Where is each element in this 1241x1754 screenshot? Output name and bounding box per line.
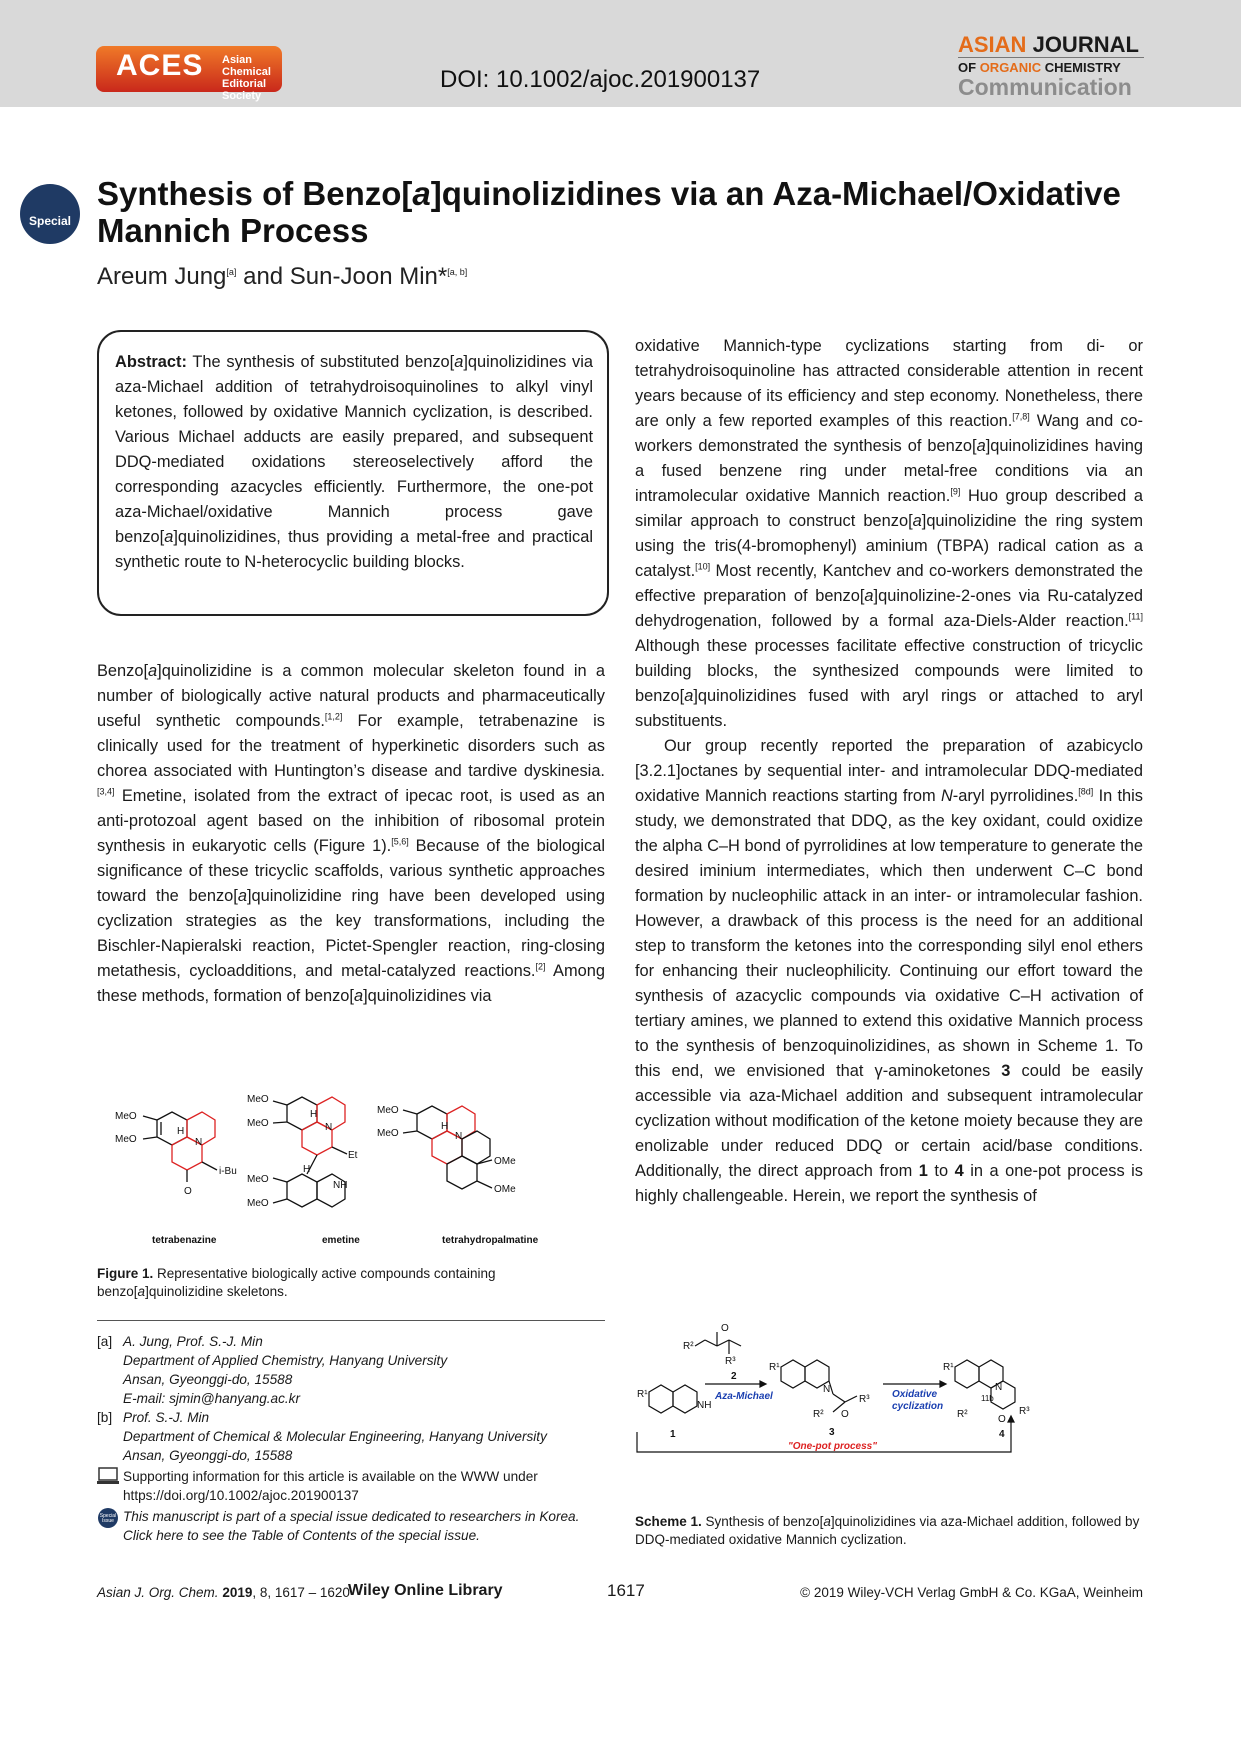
r3-label: R³: [1019, 1406, 1030, 1417]
n-label: N: [823, 1384, 831, 1395]
reagent-2-bond: [729, 1340, 741, 1346]
page-number: 1617: [607, 1581, 645, 1600]
compound-3-bond: [845, 1396, 857, 1402]
oxidative-label: Oxidative: [892, 1389, 938, 1400]
reagent-2-bond: [695, 1340, 705, 1346]
ibu-label: i-Bu: [219, 1166, 237, 1177]
one-pot-label: "One-pot process": [788, 1441, 877, 1452]
copyright: © 2019 Wiley-VCH Verlag GmbH & Co. KGaA, Weinheim: [800, 1585, 1143, 1600]
special-issue-badge[interactable]: Special Issue: [20, 184, 80, 244]
r3-label: R³: [859, 1394, 870, 1405]
journal-logo[interactable]: ASIAN JOURNAL OF ORGANIC CHEMISTRY Communication: [958, 33, 1144, 99]
ome-label: OMe: [494, 1156, 516, 1167]
author-list: Areum Jung[a] and Sun-Joon Min*[a, b]: [97, 263, 468, 290]
meo-label: MeO: [377, 1105, 399, 1116]
citation: Asian J. Org. Chem. 2019, 8, 1617 – 1620: [97, 1585, 350, 1600]
one-pot-arrow-head: [1008, 1416, 1014, 1422]
figure-1-structures: [97, 1082, 605, 1262]
compound-label-2: 2: [731, 1371, 737, 1382]
compound-label-emetine: emetine: [322, 1235, 360, 1246]
scheme-1-caption: Scheme 1. Synthesis of benzo[a]quinolizidines via aza-Michael addition, followed by DDQ-mediated oxidative Mannich cyclization.: [635, 1514, 1140, 1547]
body-text-right: oxidative Mannich-type cyclizations starting from di- or tetrahydroisoquinoline has attracted considerable attention in recent years because of its efficiency and step economy. Nonetheless, there are only a few reported examples of this reaction.[7,8] Wang and co-workers demonstrated the synthesis of benzo[a]quinolizidines having a fused benzene ring under metal-free conditions via an intramolecular oxidative Mannich reaction.[9] Huo group described a similar approach to construct benzo[a]quinolizidine the ring system using the tris(4-bromophenyl) aminium (TBPA) radical cation as a catalyst.[10] Most recently, Kantchev and co-workers demonstrated the effective preparation of benzo[a]quinolizine-2-ones via Ru-catalyzed dehydrogenation, followed by a formal aza-Diels-Alder reaction.[11] Although these processes facilitate effective construction of tricyclic building blocks, the synthesized compounds were limited to benzo[a]quinolizidines fused with aryl rings or attached to aryl substituents. Our group recently reported the preparation of azabicyclo [3.2.1]octanes by sequential inter- and intramolecular DDQ-mediated oxidative Mannich reactions starting from N-aryl pyrrolidines.[8d] In this study, we demonstrated that DDQ, as the key oxidant, could oxidize the alpha C–H bond of pyrrolidines at low temperature to generate the desired iminium intermediates, which then underwent C–C bond formation by nucleophilic attack in an inter- or intramolecular fashion. However, a drawback of this process is the need for an additional step to transform the ketones into the corresponding silyl enol ethers for enhancing their nucleophilicity. Continuing our effort toward the synthesis of azacyclic compounds via oxidative C–H activation of tertiary amines, we planned to extend this oxidative Mannich process to the synthesis of benzoquinolizidines, as shown in Scheme 1. To this end, we envisioned that γ-aminoketones 3 could be easily accessible via aza-Michael addition and subsequent intramolecular cyclization without modification of the ketone moiety because they are enolizable under reduced DDQ or certain acid/base conditions. Additionally, the direct approach from 1 to 4 in a one-pot process is highly challengeable. Herein, we report the synthesis of: [635, 337, 1144, 1205]
scheme-1-diagram: [635, 1322, 1145, 1497]
r1-label: R¹: [637, 1389, 648, 1400]
article-title: Synthesis of Benzo[a]quinolizidines via an Aza-Michael/Oxidative Mannich Process: [97, 175, 1121, 249]
supporting-info-link[interactable]: https://doi.org/10.1002/ajoc.201900137: [123, 1488, 359, 1503]
compound-1-ring: [649, 1385, 673, 1413]
meo-label: MeO: [247, 1174, 269, 1185]
article-type: Communication: [958, 74, 1132, 100]
compound-label-1: 1: [670, 1429, 676, 1440]
aces-logo[interactable]: [96, 46, 282, 102]
journal-header-bar: [0, 0, 1241, 107]
ome-label: OMe: [494, 1184, 516, 1195]
compound-1-ring: [673, 1385, 697, 1413]
body-text-left: Benzo[a]quinolizidine is a common molecular skeleton found in a number of biologically active natural products and pharmaceutically useful synthetic compounds.[1,2] For example, tetrabenazine is clinically used for the treatment of hyperkinetic disorders such as chorea associated with Huntington’s disease and tardive dyskinesia.[3,4] Emetine, isolated from the extract of ipecac root, is used as an anti-protozoal agent based on the inhibition of ribosomal protein synthesis in eukaryotic cells (Figure 1).[5,6] Because of the biological significance of these tricyclic scaffolds, various synthetic approaches toward the benzo[a]quinolizidine ring have been developed using cyclization strategies as the key transformations, including the Bischler-Napieralski reaction, Pictet-Spengler reaction, ring-closing metathesis, cycloadditions, and metal-catalyzed reactions.[2] Among these methods, formation of benzo[a]quinolizidines via: [97, 662, 605, 1005]
compound-label-3: 3: [829, 1427, 835, 1438]
arrow-aza-michael-head: [760, 1381, 766, 1387]
computer-icon: [97, 1467, 119, 1490]
compound-label-tetrahydropalmatine: tetrahydropalmatine: [442, 1235, 539, 1246]
r3-label: R³: [725, 1356, 736, 1367]
aza-michael-label: Aza-Michael: [715, 1391, 773, 1402]
nh-label: NH: [333, 1180, 348, 1191]
special-issue-icon[interactable]: [97, 1507, 119, 1534]
n-label: N: [325, 1122, 333, 1133]
h-label: H: [441, 1121, 449, 1132]
meo-label: MeO: [247, 1118, 269, 1129]
wiley-online-library-link[interactable]: Wiley Online Library: [348, 1582, 503, 1599]
n-label: N: [455, 1131, 463, 1142]
figure-1-caption: Figure 1. Representative biologically active compounds containing benzo[a]quinolizidine skeletons.: [97, 1266, 496, 1299]
affiliations: [a] A. Jung, Prof. S.-J. Min Department of Applied Chemistry, Hanyang University Ansan, Gyeonggi-do, 15588 E-mail: sjmin@hanyang.ac.kr [b] Prof. S.-J. Min Department of Chemical & Molecular Engineering, Hanyang University Ansan, Gyeonggi-do, 15588 Supporting information for this article is available on the WWW under https://doi.org/10.1002/ajoc.201900137 Special Issue This manuscript is part of a special issue dedicated to researchers in Korea. Click here to see the Table of Contents of the special issue.: [97, 1334, 580, 1543]
o-label: O: [184, 1186, 192, 1197]
aces-logo-subtitle: Asian Chemical Editorial Society: [222, 54, 271, 102]
n-label: N: [995, 1382, 1003, 1393]
special-issue-toc-link[interactable]: Click here to see the Table of Contents of the special issue.: [123, 1528, 480, 1543]
r2-label: R²: [683, 1341, 694, 1352]
abstract-box: [97, 330, 609, 616]
reagent-2-bond: [705, 1340, 717, 1346]
meo-label: MeO: [247, 1094, 269, 1105]
compound-label-4: 4: [999, 1429, 1005, 1440]
meo-label: MeO: [247, 1198, 269, 1209]
aces-logo-text: ACES: [116, 49, 204, 82]
arrow-oxidative-head: [940, 1381, 946, 1387]
r2-label: R²: [957, 1409, 968, 1420]
reagent-2-bond: [717, 1340, 729, 1346]
compound-label-tetrabenazine: tetrabenazine: [152, 1235, 217, 1246]
o-label: O: [841, 1409, 849, 1420]
nh-label: NH: [697, 1400, 712, 1411]
svg-text:Issue: Issue: [102, 1518, 114, 1524]
compound-3-bond: [833, 1394, 845, 1402]
et-label: Et: [348, 1150, 358, 1161]
h-label: H: [310, 1109, 318, 1120]
r2-label: R²: [813, 1409, 824, 1420]
affiliation-divider: [97, 1320, 605, 1321]
cyclization-label: cyclization: [892, 1401, 944, 1412]
meo-label: MeO: [377, 1128, 399, 1139]
tetrabenazine-structure: [143, 1112, 217, 1182]
abstract-text: Abstract: The synthesis of substituted benzo[a]quinolizidines via aza-Michael addition of tetrahydroisoquinolines to alkyl vinyl ketones, followed by oxidative Mannich cyclization, is described. Various Michael adducts are easily prepared, and subsequent DDQ-mediated oxidations stereoselectively afford the corresponding azacycles efficiently. Furthermore, the one-pot aza-Michael/oxidative Mannich process gave benzo[a]quinolizidines, thus providing a metal-free and practical synthetic route to N-heterocyclic building blocks.: [115, 353, 594, 571]
n-label: N: [195, 1137, 203, 1148]
r1-label: R¹: [769, 1362, 780, 1373]
h-label: H: [303, 1164, 311, 1175]
svg-text:Special: Special: [99, 1513, 117, 1519]
compound-3-ring: [781, 1360, 805, 1388]
tetrahydropalmatine-structure: [403, 1106, 492, 1189]
compound-4-ring: [955, 1360, 979, 1388]
c11b-label: 11b: [981, 1394, 994, 1403]
meo-label: MeO: [115, 1111, 137, 1122]
h-label: H: [177, 1126, 185, 1137]
doi-link[interactable]: DOI: 10.1002/ajoc.201900137: [440, 66, 761, 93]
meo-label: MeO: [115, 1134, 137, 1145]
r1-label: R¹: [943, 1362, 954, 1373]
author-email[interactable]: E-mail: sjmin@hanyang.ac.kr: [123, 1391, 300, 1406]
o-label: O: [721, 1323, 729, 1334]
o-label: O: [998, 1414, 1006, 1425]
